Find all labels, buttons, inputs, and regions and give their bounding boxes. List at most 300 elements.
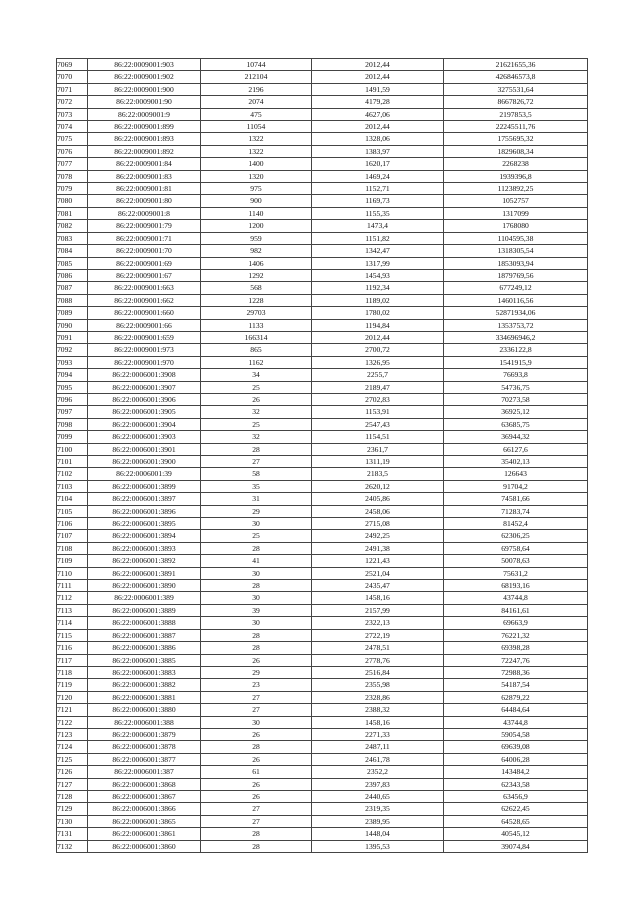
specific-value-cell: 2715,08	[312, 518, 444, 530]
cadastral-number-cell: 86:22:0006001:3868	[88, 778, 201, 790]
cadastral-value-cell: 1541915,9	[444, 356, 588, 368]
specific-value-cell: 2516,84	[312, 666, 444, 678]
cadastral-value-cell: 1052757	[444, 195, 588, 207]
area-cell: 10744	[201, 59, 312, 71]
cadastral-number-cell: 86:22:0006001:3905	[88, 406, 201, 418]
specific-value-cell: 2547,43	[312, 418, 444, 430]
specific-value-cell: 1151,82	[312, 232, 444, 244]
cadastral-number-cell: 86:22:0009001:84	[88, 158, 201, 170]
cadastral-value-cell: 75631,2	[444, 567, 588, 579]
area-cell: 26	[201, 654, 312, 666]
table-row	[57, 666, 588, 678]
specific-value-cell: 2012,44	[312, 121, 444, 133]
row-number-cell: 7089	[57, 307, 88, 319]
specific-value-cell: 1221,43	[312, 555, 444, 567]
cadastral-number-cell: 86:22:0006001:39	[88, 468, 201, 480]
table-row	[57, 319, 588, 331]
row-number-cell: 7079	[57, 183, 88, 195]
table-row	[57, 654, 588, 666]
cadastral-number-cell: 86:22:0006001:3883	[88, 666, 201, 678]
cadastral-number-cell: 86:22:0009001:903	[88, 59, 201, 71]
row-number-cell: 7093	[57, 356, 88, 368]
table-row	[57, 456, 588, 468]
table-row	[57, 195, 588, 207]
specific-value-cell: 4179,28	[312, 96, 444, 108]
row-number-cell: 7078	[57, 170, 88, 182]
area-cell: 1228	[201, 294, 312, 306]
cadastral-number-cell: 86:22:0009001:899	[88, 121, 201, 133]
row-number-cell: 7096	[57, 393, 88, 405]
specific-value-cell: 1311,19	[312, 456, 444, 468]
cadastral-value-cell: 70273,58	[444, 393, 588, 405]
cadastral-number-cell: 86:22:0006001:3907	[88, 381, 201, 393]
table-row	[57, 331, 588, 343]
area-cell: 28	[201, 580, 312, 592]
area-cell: 475	[201, 108, 312, 120]
table-row	[57, 716, 588, 728]
specific-value-cell: 1383,97	[312, 145, 444, 157]
row-number-cell: 7127	[57, 778, 88, 790]
specific-value-cell: 1169,73	[312, 195, 444, 207]
specific-value-cell: 2319,35	[312, 803, 444, 815]
cadastral-value-cell: 2197853,5	[444, 108, 588, 120]
area-cell: 2074	[201, 96, 312, 108]
area-cell: 32	[201, 406, 312, 418]
cadastral-value-cell: 143484,2	[444, 766, 588, 778]
cadastral-value-cell: 1123892,25	[444, 183, 588, 195]
table-row	[57, 580, 588, 592]
row-number-cell: 7072	[57, 96, 88, 108]
row-number-cell: 7086	[57, 269, 88, 281]
cadastral-value-cell: 63685,75	[444, 418, 588, 430]
cadastral-number-cell: 86:22:0006001:3896	[88, 505, 201, 517]
row-number-cell: 7076	[57, 145, 88, 157]
specific-value-cell: 1458,16	[312, 716, 444, 728]
specific-value-cell: 2700,72	[312, 344, 444, 356]
specific-value-cell: 2361,7	[312, 443, 444, 455]
specific-value-cell: 2458,06	[312, 505, 444, 517]
area-cell: 1200	[201, 220, 312, 232]
table-row	[57, 629, 588, 641]
area-cell: 25	[201, 418, 312, 430]
row-number-cell: 7099	[57, 431, 88, 443]
area-cell: 1162	[201, 356, 312, 368]
cadastral-value-cell: 1768080	[444, 220, 588, 232]
cadastral-number-cell: 86:22:0006001:3879	[88, 728, 201, 740]
cadastral-number-cell: 86:22:0006001:3865	[88, 815, 201, 827]
cadastral-value-cell: 63456,9	[444, 790, 588, 802]
cadastral-number-cell: 86:22:0009001:67	[88, 269, 201, 281]
cadastral-value-cell: 62343,58	[444, 778, 588, 790]
area-cell: 28	[201, 542, 312, 554]
cadastral-number-cell: 86:22:0006001:3900	[88, 456, 201, 468]
cadastral-value-cell: 69639,08	[444, 741, 588, 753]
cadastral-value-cell: 62622,45	[444, 803, 588, 815]
specific-value-cell: 2271,33	[312, 728, 444, 740]
specific-value-cell: 2521,04	[312, 567, 444, 579]
cadastral-number-cell: 86:22:0009001:663	[88, 282, 201, 294]
specific-value-cell: 2620,12	[312, 480, 444, 492]
table-row	[57, 207, 588, 219]
row-number-cell: 7070	[57, 71, 88, 83]
table-row	[57, 71, 588, 83]
cadastral-value-cell: 66127,6	[444, 443, 588, 455]
table-row	[57, 220, 588, 232]
area-cell: 900	[201, 195, 312, 207]
table-row	[57, 431, 588, 443]
cadastral-value-cell: 68193,16	[444, 580, 588, 592]
cadastral-number-cell: 86:22:0009001:8	[88, 207, 201, 219]
table-row	[57, 592, 588, 604]
specific-value-cell: 1473,4	[312, 220, 444, 232]
table-row	[57, 170, 588, 182]
table-row	[57, 183, 588, 195]
area-cell: 1140	[201, 207, 312, 219]
area-cell: 28	[201, 828, 312, 840]
cadastral-value-cell: 64528,65	[444, 815, 588, 827]
specific-value-cell: 1194,84	[312, 319, 444, 331]
area-cell: 26	[201, 753, 312, 765]
row-number-cell: 7094	[57, 369, 88, 381]
cadastral-number-cell: 86:22:0006001:3891	[88, 567, 201, 579]
table-row	[57, 133, 588, 145]
specific-value-cell: 2389,95	[312, 815, 444, 827]
table-row	[57, 158, 588, 170]
specific-value-cell: 2397,83	[312, 778, 444, 790]
area-cell: 26	[201, 790, 312, 802]
row-number-cell: 7124	[57, 741, 88, 753]
specific-value-cell: 1395,53	[312, 840, 444, 852]
table-row	[57, 369, 588, 381]
cadastral-value-cell: 91704,2	[444, 480, 588, 492]
area-cell: 23	[201, 679, 312, 691]
cadastral-number-cell: 86:22:0009001:9	[88, 108, 201, 120]
table-row	[57, 480, 588, 492]
row-number-cell: 7069	[57, 59, 88, 71]
area-cell: 27	[201, 691, 312, 703]
table-row	[57, 294, 588, 306]
specific-value-cell: 4627,06	[312, 108, 444, 120]
area-cell: 27	[201, 803, 312, 815]
area-cell: 30	[201, 617, 312, 629]
row-number-cell: 7112	[57, 592, 88, 604]
area-cell: 28	[201, 741, 312, 753]
specific-value-cell: 2435,47	[312, 580, 444, 592]
area-cell: 41	[201, 555, 312, 567]
table-row	[57, 282, 588, 294]
row-number-cell: 7101	[57, 456, 88, 468]
specific-value-cell: 2440,65	[312, 790, 444, 802]
row-number-cell: 7109	[57, 555, 88, 567]
cadastral-number-cell: 86:22:0006001:3887	[88, 629, 201, 641]
cadastral-number-cell: 86:22:0009001:70	[88, 245, 201, 257]
row-number-cell: 7103	[57, 480, 88, 492]
cadastral-value-cell: 1104595,38	[444, 232, 588, 244]
specific-value-cell: 2189,47	[312, 381, 444, 393]
table-row	[57, 232, 588, 244]
specific-value-cell: 2461,78	[312, 753, 444, 765]
area-cell: 11054	[201, 121, 312, 133]
row-number-cell: 7085	[57, 257, 88, 269]
row-number-cell: 7110	[57, 567, 88, 579]
cadastral-number-cell: 86:22:0006001:3885	[88, 654, 201, 666]
cadastral-value-cell: 54736,75	[444, 381, 588, 393]
table-row	[57, 555, 588, 567]
specific-value-cell: 2702,83	[312, 393, 444, 405]
cadastral-value-cell: 22245511,76	[444, 121, 588, 133]
specific-value-cell: 2157,99	[312, 604, 444, 616]
row-number-cell: 7132	[57, 840, 88, 852]
row-number-cell: 7087	[57, 282, 88, 294]
table-row	[57, 679, 588, 691]
row-number-cell: 7084	[57, 245, 88, 257]
specific-value-cell: 1491,59	[312, 83, 444, 95]
cadastral-value-cell: 677249,12	[444, 282, 588, 294]
cadastral-number-cell: 86:22:0009001:902	[88, 71, 201, 83]
area-cell: 28	[201, 642, 312, 654]
table-row	[57, 803, 588, 815]
cadastral-value-cell: 43744,8	[444, 592, 588, 604]
table-row	[57, 604, 588, 616]
cadastral-number-cell: 86:22:0006001:3890	[88, 580, 201, 592]
row-number-cell: 7126	[57, 766, 88, 778]
area-cell: 28	[201, 840, 312, 852]
table-row	[57, 790, 588, 802]
specific-value-cell: 2478,51	[312, 642, 444, 654]
area-cell: 26	[201, 393, 312, 405]
table-row	[57, 269, 588, 281]
row-number-cell: 7081	[57, 207, 88, 219]
specific-value-cell: 2492,25	[312, 530, 444, 542]
row-number-cell: 7117	[57, 654, 88, 666]
row-number-cell: 7082	[57, 220, 88, 232]
specific-value-cell: 1342,47	[312, 245, 444, 257]
cadastral-number-cell: 86:22:0006001:3895	[88, 518, 201, 530]
specific-value-cell: 1328,06	[312, 133, 444, 145]
table-row	[57, 505, 588, 517]
table-row	[57, 96, 588, 108]
specific-value-cell: 1620,17	[312, 158, 444, 170]
area-cell: 27	[201, 456, 312, 468]
cadastral-value-cell: 69758,64	[444, 542, 588, 554]
row-number-cell: 7128	[57, 790, 88, 802]
table-row	[57, 393, 588, 405]
cadastral-value-cell: 36944,32	[444, 431, 588, 443]
area-cell: 1406	[201, 257, 312, 269]
cadastral-value-cell: 71283,74	[444, 505, 588, 517]
area-cell: 26	[201, 728, 312, 740]
area-cell: 28	[201, 629, 312, 641]
cadastral-number-cell: 86:22:0006001:3892	[88, 555, 201, 567]
table-row	[57, 418, 588, 430]
cadastral-number-cell: 86:22:0009001:69	[88, 257, 201, 269]
cadastral-value-cell: 1353753,72	[444, 319, 588, 331]
specific-value-cell: 1192,34	[312, 282, 444, 294]
cadastral-value-cell: 1318305,54	[444, 245, 588, 257]
cadastral-number-cell: 86:22:0006001:3897	[88, 493, 201, 505]
cadastral-value-cell: 64484,64	[444, 704, 588, 716]
specific-value-cell: 2355,98	[312, 679, 444, 691]
table-row	[57, 542, 588, 554]
table-row	[57, 356, 588, 368]
table-row	[57, 728, 588, 740]
table-row	[57, 753, 588, 765]
area-cell: 31	[201, 493, 312, 505]
cadastral-value-table	[56, 58, 588, 853]
specific-value-cell: 1152,71	[312, 183, 444, 195]
cadastral-number-cell: 86:22:0009001:79	[88, 220, 201, 232]
cadastral-number-cell: 86:22:0006001:388	[88, 716, 201, 728]
table-row	[57, 344, 588, 356]
cadastral-value-cell: 74581,66	[444, 493, 588, 505]
cadastral-value-cell: 1829608,34	[444, 145, 588, 157]
row-number-cell: 7118	[57, 666, 88, 678]
cadastral-value-cell: 62879,22	[444, 691, 588, 703]
specific-value-cell: 1454,93	[312, 269, 444, 281]
cadastral-number-cell: 86:22:0006001:3860	[88, 840, 201, 852]
table-row	[57, 245, 588, 257]
area-cell: 30	[201, 592, 312, 604]
area-cell: 58	[201, 468, 312, 480]
specific-value-cell: 1780,02	[312, 307, 444, 319]
cadastral-number-cell: 86:22:0009001:66	[88, 319, 201, 331]
specific-value-cell: 2352,2	[312, 766, 444, 778]
table-row	[57, 617, 588, 629]
cadastral-value-cell: 72247,76	[444, 654, 588, 666]
cadastral-number-cell: 86:22:0009001:662	[88, 294, 201, 306]
row-number-cell: 7098	[57, 418, 88, 430]
area-cell: 29703	[201, 307, 312, 319]
cadastral-value-cell: 1460116,56	[444, 294, 588, 306]
row-number-cell: 7071	[57, 83, 88, 95]
specific-value-cell: 1448,04	[312, 828, 444, 840]
row-number-cell: 7077	[57, 158, 88, 170]
row-number-cell: 7130	[57, 815, 88, 827]
row-number-cell: 7088	[57, 294, 88, 306]
cadastral-number-cell: 86:22:0009001:71	[88, 232, 201, 244]
row-number-cell: 7120	[57, 691, 88, 703]
area-cell: 29	[201, 505, 312, 517]
cadastral-value-cell: 426846573,8	[444, 71, 588, 83]
table-row	[57, 493, 588, 505]
cadastral-number-cell: 86:22:0006001:3893	[88, 542, 201, 554]
cadastral-number-cell: 86:22:0009001:892	[88, 145, 201, 157]
row-number-cell: 7131	[57, 828, 88, 840]
cadastral-value-cell: 64006,28	[444, 753, 588, 765]
cadastral-number-cell: 86:22:0009001:970	[88, 356, 201, 368]
specific-value-cell: 2322,13	[312, 617, 444, 629]
area-cell: 35	[201, 480, 312, 492]
row-number-cell: 7102	[57, 468, 88, 480]
table-row	[57, 406, 588, 418]
area-cell: 30	[201, 567, 312, 579]
cadastral-value-cell: 54187,54	[444, 679, 588, 691]
table-row	[57, 145, 588, 157]
specific-value-cell: 1155,35	[312, 207, 444, 219]
specific-value-cell: 2183,5	[312, 468, 444, 480]
table-row	[57, 59, 588, 71]
cadastral-number-cell: 86:22:0006001:3878	[88, 741, 201, 753]
row-number-cell: 7104	[57, 493, 88, 505]
cadastral-value-cell: 76693,8	[444, 369, 588, 381]
cadastral-value-cell: 8667826,72	[444, 96, 588, 108]
cadastral-value-cell: 35402,13	[444, 456, 588, 468]
specific-value-cell: 2012,44	[312, 331, 444, 343]
row-number-cell: 7122	[57, 716, 88, 728]
area-cell: 32	[201, 431, 312, 443]
specific-value-cell: 2012,44	[312, 59, 444, 71]
cadastral-number-cell: 86:22:0006001:3867	[88, 790, 201, 802]
cadastral-value-cell: 59054,58	[444, 728, 588, 740]
cadastral-number-cell: 86:22:0009001:659	[88, 331, 201, 343]
specific-value-cell: 2405,86	[312, 493, 444, 505]
cadastral-value-cell: 334696946,2	[444, 331, 588, 343]
table-row	[57, 778, 588, 790]
cadastral-value-cell: 3275531,64	[444, 83, 588, 95]
area-cell: 2196	[201, 83, 312, 95]
table-body	[57, 59, 588, 853]
cadastral-value-cell: 126643	[444, 468, 588, 480]
cadastral-value-cell: 1755695,32	[444, 133, 588, 145]
cadastral-value-cell: 36925,12	[444, 406, 588, 418]
cadastral-number-cell: 86:22:0006001:3880	[88, 704, 201, 716]
cadastral-number-cell: 86:22:0009001:90	[88, 96, 201, 108]
specific-value-cell: 2388,32	[312, 704, 444, 716]
cadastral-value-cell: 1939396,8	[444, 170, 588, 182]
table-row	[57, 840, 588, 852]
cadastral-value-cell: 1317099	[444, 207, 588, 219]
cadastral-value-cell: 72988,36	[444, 666, 588, 678]
cadastral-value-cell: 52871934,06	[444, 307, 588, 319]
row-number-cell: 7115	[57, 629, 88, 641]
cadastral-number-cell: 86:22:0009001:660	[88, 307, 201, 319]
table-row	[57, 518, 588, 530]
row-number-cell: 7097	[57, 406, 88, 418]
area-cell: 28	[201, 443, 312, 455]
area-cell: 1322	[201, 133, 312, 145]
cadastral-value-cell: 50078,63	[444, 555, 588, 567]
table-row	[57, 691, 588, 703]
cadastral-number-cell: 86:22:0006001:389	[88, 592, 201, 604]
cadastral-value-cell: 1853093,94	[444, 257, 588, 269]
cadastral-number-cell: 86:22:0006001:3908	[88, 369, 201, 381]
specific-value-cell: 1326,95	[312, 356, 444, 368]
row-number-cell: 7100	[57, 443, 88, 455]
row-number-cell: 7106	[57, 518, 88, 530]
area-cell: 30	[201, 518, 312, 530]
cadastral-number-cell: 86:22:0006001:3904	[88, 418, 201, 430]
row-number-cell: 7107	[57, 530, 88, 542]
row-number-cell: 7074	[57, 121, 88, 133]
row-number-cell: 7090	[57, 319, 88, 331]
table-row	[57, 381, 588, 393]
row-number-cell: 7095	[57, 381, 88, 393]
area-cell: 39	[201, 604, 312, 616]
cadastral-number-cell: 86:22:0009001:83	[88, 170, 201, 182]
row-number-cell: 7092	[57, 344, 88, 356]
cadastral-number-cell: 86:22:0006001:3899	[88, 480, 201, 492]
table-row	[57, 704, 588, 716]
row-number-cell: 7108	[57, 542, 88, 554]
cadastral-value-cell: 69398,28	[444, 642, 588, 654]
specific-value-cell: 2778,76	[312, 654, 444, 666]
cadastral-number-cell: 86:22:0006001:3903	[88, 431, 201, 443]
row-number-cell: 7123	[57, 728, 88, 740]
cadastral-number-cell: 86:22:0009001:973	[88, 344, 201, 356]
table-row	[57, 530, 588, 542]
cadastral-value-cell: 76221,32	[444, 629, 588, 641]
area-cell: 1320	[201, 170, 312, 182]
